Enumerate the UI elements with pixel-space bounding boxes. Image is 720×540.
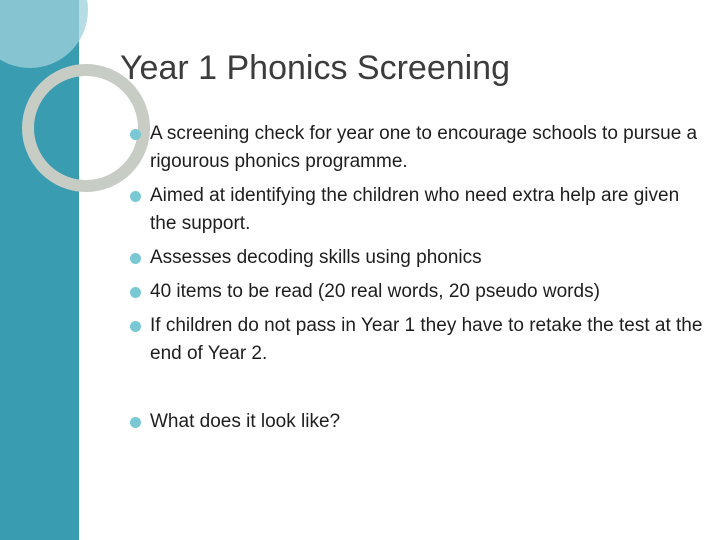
bullet-text: What does it look like?	[150, 411, 341, 432]
bullet-item	[130, 408, 705, 436]
bullet-list	[130, 120, 705, 442]
bullet-dot-icon	[130, 191, 141, 202]
slide-title: Year 1 Phonics Screening	[120, 49, 511, 87]
bullet-dot-icon	[130, 129, 141, 140]
bullet-text: Assesses decoding skills using phonics	[150, 247, 482, 268]
bullet-item	[130, 312, 705, 368]
bullet-text: 40 items to be read (20 real words, 20 pseudo words)	[150, 281, 600, 302]
bullet-text: If children do not pass in Year 1 they have to retake the test at the end of Year 2.	[150, 315, 703, 364]
bullet-text: A screening check for year one to encourage schools to pursue a rigourous phonics programme.	[150, 123, 698, 172]
bullet-text: Aimed at identifying the children who need extra help are given the support.	[150, 185, 680, 234]
bullet-item	[130, 182, 705, 238]
bullet-dot-icon	[130, 417, 141, 428]
bullet-dot-icon	[130, 253, 141, 264]
bullet-item	[130, 278, 705, 306]
bullet-dot-icon	[130, 321, 141, 332]
bullet-dot-icon	[130, 287, 141, 298]
bullet-item	[130, 244, 705, 272]
bullet-item	[130, 120, 705, 176]
